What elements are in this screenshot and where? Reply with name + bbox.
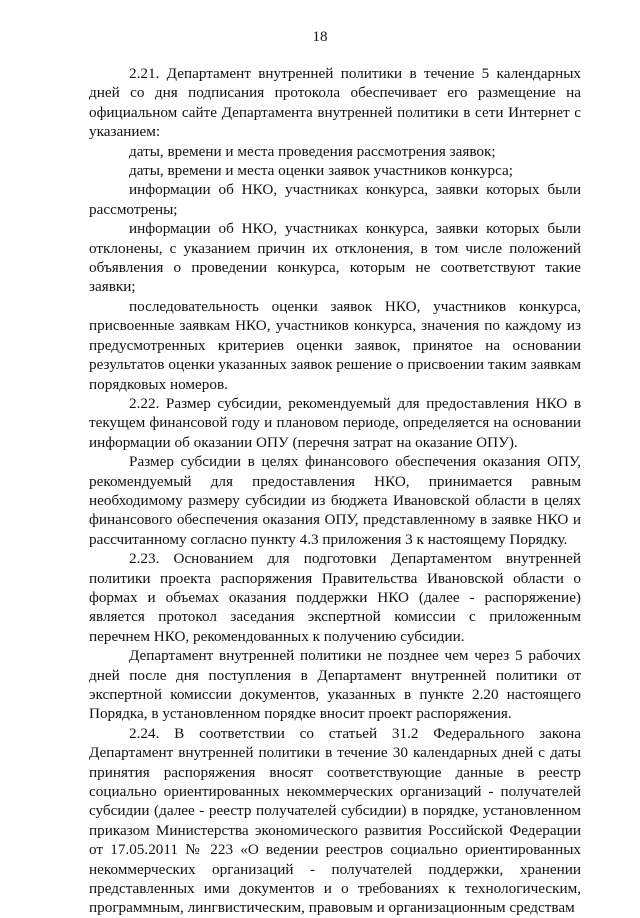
paragraph: Размер субсидии в целях финансового обеспечения оказания ОПУ, рекомендуемый для предоставления НКО, принимается равным необходимому размеру субсидии из бюджета Ивановской области в целях финансового обеспечения оказания ОПУ, представленному в заявке НКО и рассчитанному согласно пункту 4.3 приложения 3 к настоящему Порядку. — [89, 453, 581, 548]
list-item: информации об НКО, участниках конкурса, заявки которых были рассмотрены; — [89, 181, 581, 218]
page-number: 18 — [312, 29, 328, 45]
document-body — [89, 64, 581, 918]
list-item: информации об НКО, участниках конкурса, заявки которых были отклонены, с указанием причин их отклонения, в том числе положений объявления о проведении конкурса, которым не соответствуют такие заявки; — [89, 220, 581, 296]
paragraph-2-22: 2.22. Размер субсидии, рекомендуемый для предоставления НКО в текущем финансовой году и плановом периоде, определяется на основании информации об оказании ОПУ (перечня затрат на оказание ОПУ). — [89, 394, 581, 451]
paragraph-2-21: 2.21. Департамент внутренней политики в течение 5 календарных дней со дня подписания протокола обеспечивает его размещение на официальном сайте Департамента внутренней политики в сети Интернет с указанием: — [89, 65, 581, 141]
list-item: даты, времени и места проведения рассмотрения заявок; — [129, 142, 496, 160]
list-item: даты, времени и места оценки заявок участников конкурса; — [129, 162, 513, 180]
paragraph-2-24: 2.24. В соответствии со статьей 31.2 Федерального закона Департамент внутренней политики в течение 30 календарных дней с даты принятия распоряжения вносят соответствующие данные в реестр социально ориентированных некоммерческих организаций - получателей субсидии (далее - реестр получателей субсидии) в порядке, установленном приказом Министерства экономического развития Российской Федерации от 17.05.2011 № 223 «О ведении реестров социально ориентированных некоммерческих организаций - получателей поддержки, хранении представленных ими документов и о требованиях к технологическим, программным, лингвистическим, правовым и организационным средствам — [89, 724, 581, 917]
paragraph: Департамент внутренней политики не позднее чем через 5 рабочих дней после дня поступления в Департамент внутренней политики от экспертной комиссии документов, указанных в пункте 2.20 настоящего Порядка, в установленном порядке вносит проект распоряжения. — [89, 647, 581, 723]
list-item: последовательность оценки заявок НКО, участников конкурса, присвоенные заявкам НКО, участников конкурса, значения по каждому из предусмотренных критериев оценки заявок, принятое на основании результатов оценки указанных заявок решение о присвоении таким заявкам порядковых номеров. — [89, 297, 581, 393]
paragraph-2-23: 2.23. Основанием для подготовки Департаментом внутренней политики проекта распоряжения Правительства Ивановской области о формах и объемах оказания поддержки НКО (далее - распоряжение) является протокол заседания экспертной комиссии с приложенным перечнем НКО, рекомендованных к получению субсидии. — [89, 550, 581, 645]
